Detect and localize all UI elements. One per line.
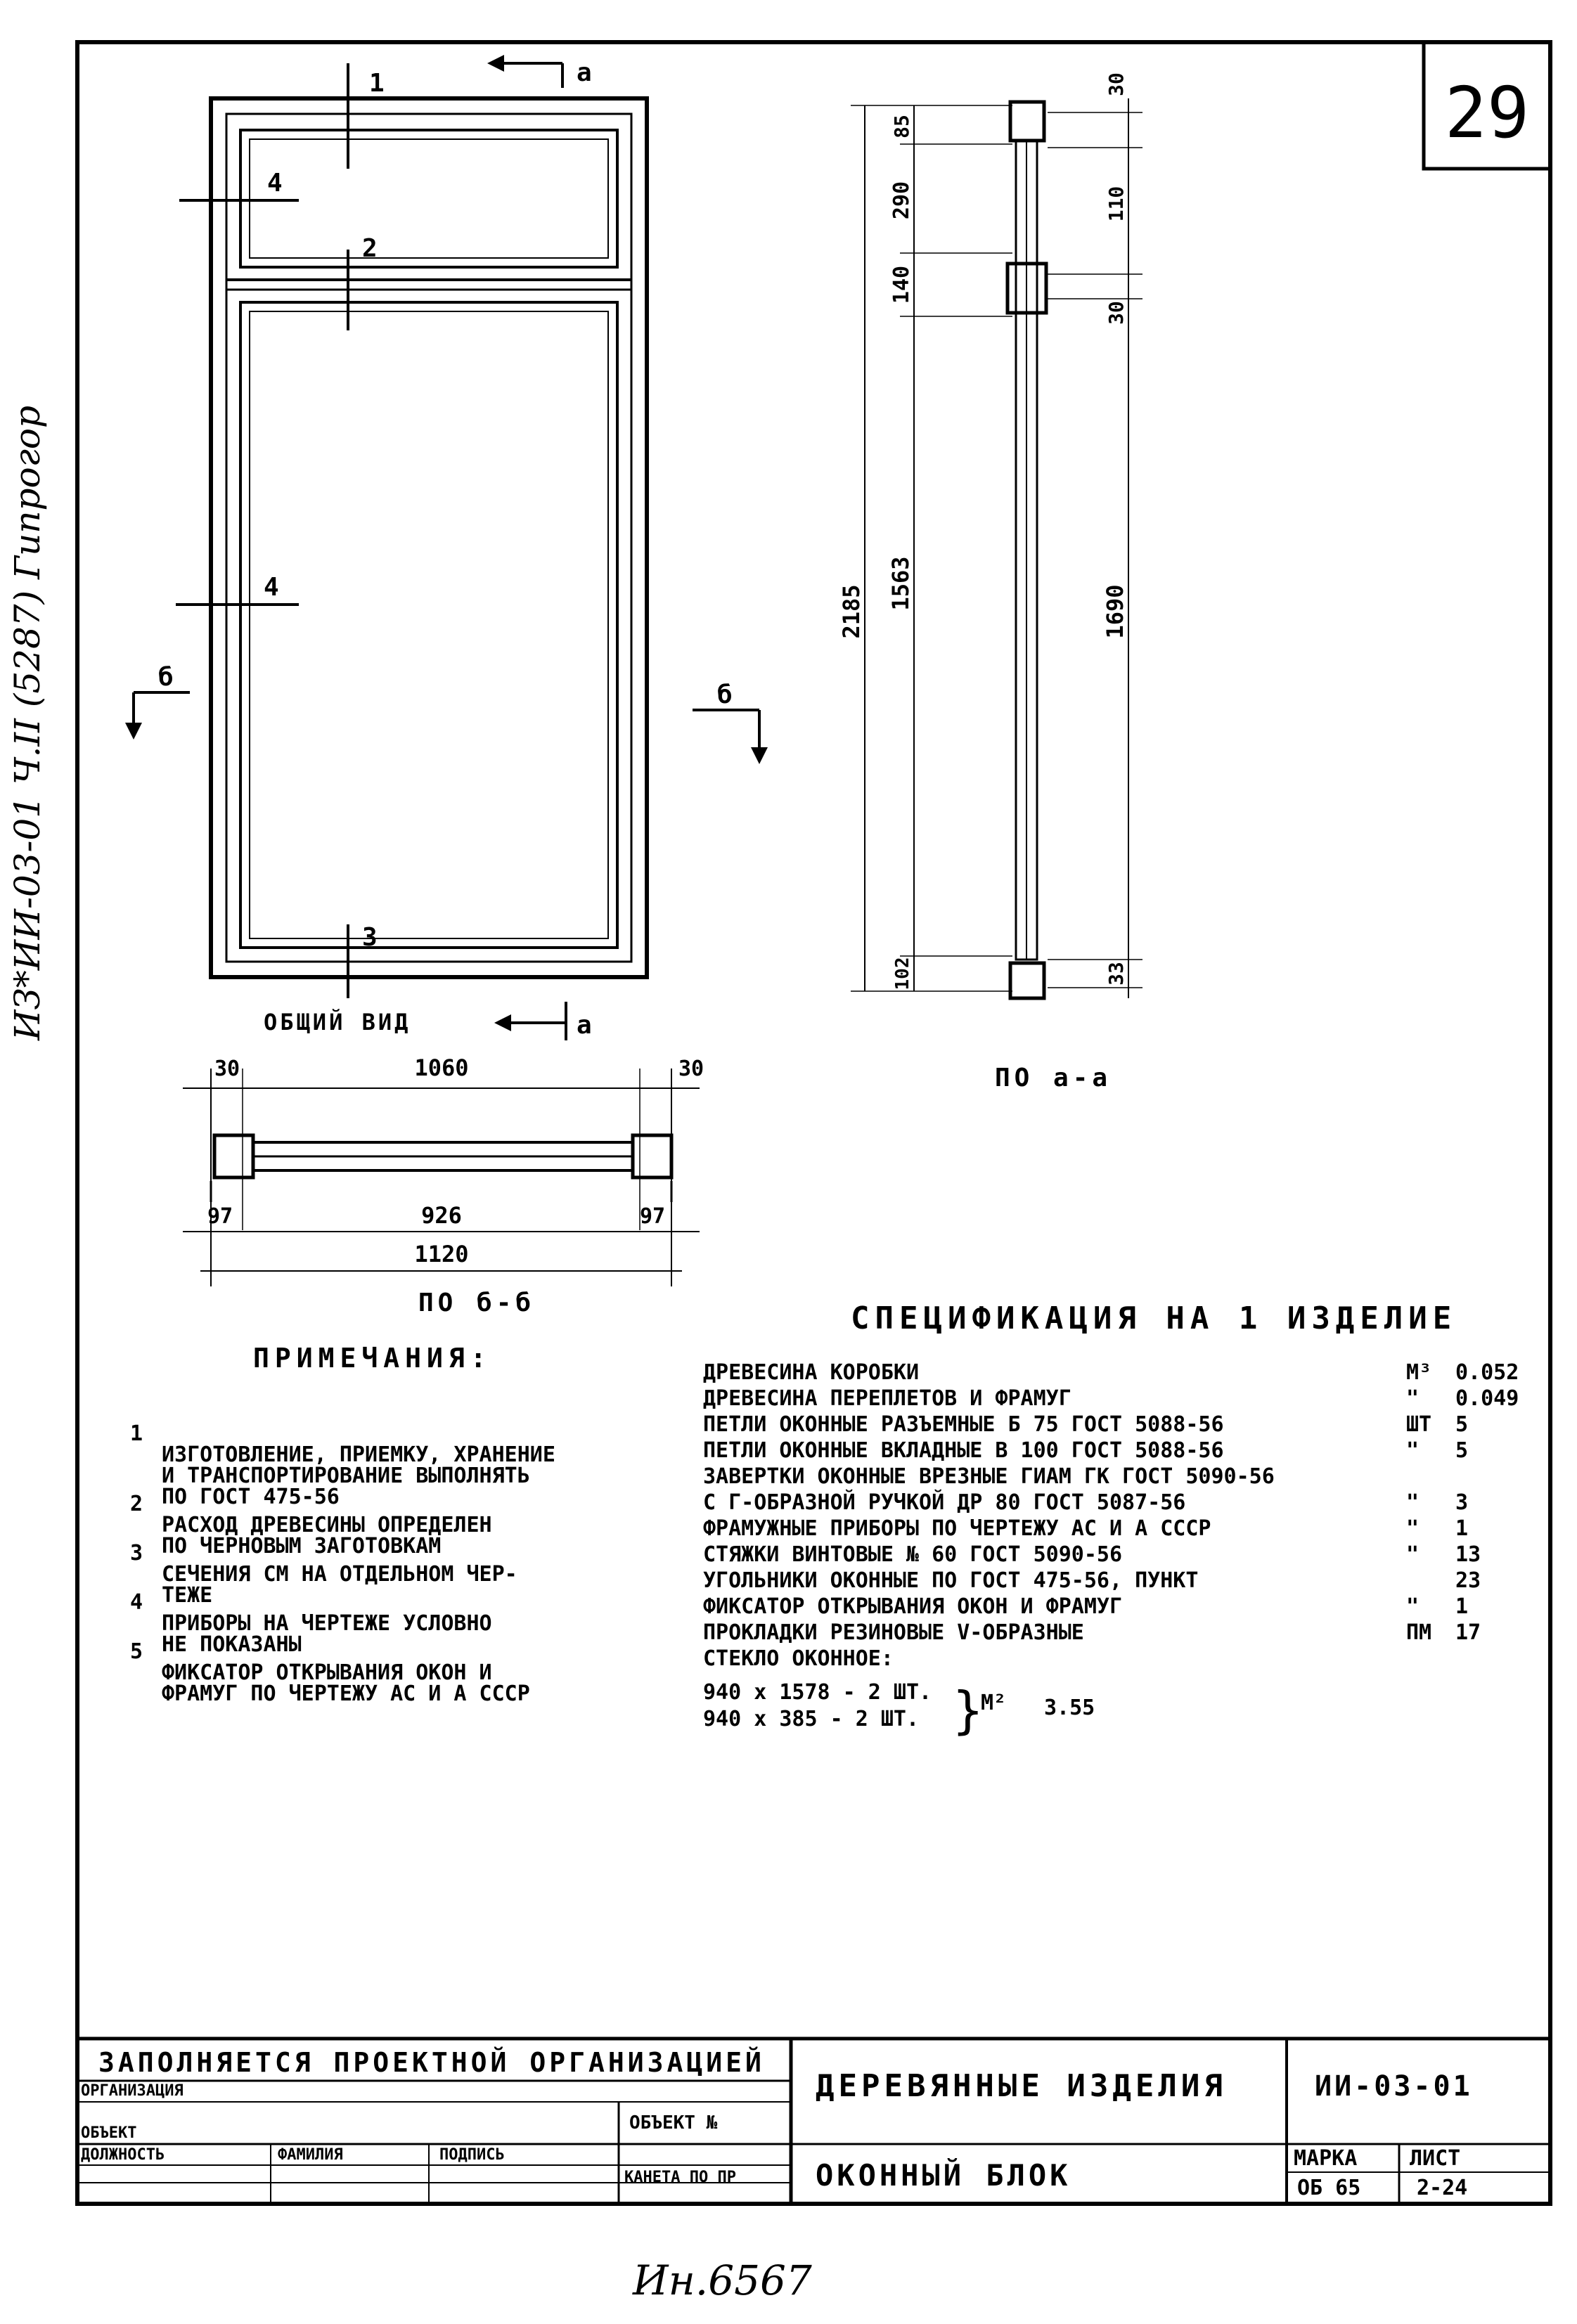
dim-right-5: 33 — [1105, 962, 1128, 986]
dim-left-4: 1563 — [887, 556, 914, 611]
note-text: ФИКСАТОР ОТКРЫВАНИЯ ОКОН И ФРАМУГ ПО ЧЕРТЕЖУ АС И А СССР — [162, 1660, 530, 1706]
note-number: 3 — [130, 1541, 143, 1566]
cut-label-1: 1 — [369, 69, 385, 98]
side-inscription: ИЗ*ИИ-03-01 Ч.II (5287) Гипрогор — [7, 406, 48, 1040]
dim-plan-top-mid: 1060 — [414, 1054, 469, 1081]
spec-row — [703, 1412, 1533, 1436]
spec-qty: 1 — [1455, 1594, 1469, 1619]
dim-left-3: 140 — [889, 265, 914, 304]
spec-row — [703, 1464, 1533, 1488]
spec-title: СПЕЦИФИКАЦИЯ НА 1 ИЗДЕЛИЕ — [851, 1300, 1457, 1336]
spec-row — [703, 1490, 1533, 1514]
spec-unit: М³ — [1406, 1360, 1432, 1385]
spec-qty: 1 — [1455, 1516, 1469, 1541]
section-bb-label: ПО б-б — [418, 1289, 536, 1317]
spec-unit: " — [1406, 1386, 1420, 1411]
spec-row — [703, 1646, 1533, 1670]
cut-label-4-mid: 4 — [264, 573, 279, 602]
spec-qty: 5 — [1455, 1412, 1469, 1437]
spec-qty: 0.052 — [1455, 1360, 1519, 1385]
tb-col-position: ДОЛЖНОСТЬ — [81, 2146, 165, 2164]
dim-plan-bottom-left: 97 — [207, 1204, 233, 1229]
spec-item: СТЕКЛО ОКОННОЕ: — [703, 1646, 894, 1671]
note-text: РАСХОД ДРЕВЕСИНЫ ОПРЕДЕЛЕН ПО ЧЕРНОВЫМ ЗАГОТОВКАМ — [162, 1513, 492, 1558]
cut-label-4-top: 4 — [267, 169, 283, 198]
spec-qty: 5 — [1455, 1438, 1469, 1463]
tb-object-cell: ОБЪЕКТ № — [629, 2112, 718, 2133]
spec-qty: 23 — [1455, 1568, 1481, 1593]
note-text: ИЗГОТОВЛЕНИЕ, ПРИЕМКУ, ХРАНЕНИЕ И ТРАНСПОРТИРОВАНИЕ ВЫПОЛНЯТЬ ПО ГОСТ 475-56 — [162, 1442, 555, 1509]
spec-unit: " — [1406, 1594, 1420, 1619]
note-number: 2 — [130, 1492, 143, 1516]
note-text: СЕЧЕНИЯ СМ НА ОТДЕЛЬНОМ ЧЕР- ТЕЖЕ — [162, 1562, 517, 1608]
note-text: ПРИБОРЫ НА ЧЕРТЕЖЕ УСЛОВНО НЕ ПОКАЗАНЫ — [162, 1611, 492, 1657]
spec-item: ФРАМУЖНЫЕ ПРИБОРЫ ПО ЧЕРТЕЖУ АС И А СССР — [703, 1516, 1211, 1541]
glass-total: 3.55 — [1044, 1696, 1095, 1720]
spec-item: ПЕТЛИ ОКОННЫЕ ВКЛАДНЫЕ В 100 ГОСТ 5088-56 — [703, 1438, 1224, 1463]
tb-organization: ОРГАНИЗАЦИЯ — [81, 2082, 184, 2100]
dim-plan-total: 1120 — [414, 1241, 469, 1267]
spec-item: С Г-ОБРАЗНОЙ РУЧКОЙ ДР 80 ГОСТ 5087-56 — [703, 1490, 1186, 1515]
spec-row — [703, 1620, 1533, 1644]
spec-item: ДРЕВЕСИНА КОРОБКИ — [703, 1360, 920, 1385]
spec-row — [703, 1360, 1533, 1384]
notes-title: ПРИМЕЧАНИЯ: — [253, 1343, 492, 1374]
spec-item: ПРОКЛАДКИ РЕЗИНОВЫЕ V-ОБРАЗНЫЕ — [703, 1620, 1084, 1645]
sheet-number: 29 — [1444, 72, 1530, 154]
dim-plan-bottom-right: 97 — [640, 1204, 666, 1229]
glass-line-2: 940 x 385 - 2 ШТ. — [703, 1707, 920, 1731]
spec-item: ФИКСАТОР ОТКРЫВАНИЯ ОКОН И ФРАМУГ — [703, 1594, 1123, 1619]
section-aa-view — [851, 98, 1142, 998]
note-number: 5 — [130, 1639, 143, 1664]
spec-row — [703, 1542, 1533, 1566]
tb-col-signature: ПОДПИСЬ — [439, 2146, 505, 2164]
spec-row — [703, 1568, 1533, 1592]
dim-plan-top-right: 30 — [678, 1057, 704, 1081]
tb-col-surname: ФАМИЛИЯ — [278, 2146, 343, 2164]
tb-item-name: ОКОННЫЙ БЛОК — [816, 2158, 1071, 2193]
glass-brace: } — [953, 1681, 984, 1740]
section-marker-b-left: б — [158, 663, 174, 692]
spec-qty: 13 — [1455, 1542, 1481, 1567]
section-marker-a-top: а — [577, 58, 592, 87]
tb-title: ДЕРЕВЯННЫЕ ИЗДЕЛИЯ — [816, 2068, 1227, 2104]
tb-sheet-label: ЛИСТ — [1410, 2146, 1461, 2171]
tb-sheet-value: 2-24 — [1417, 2176, 1468, 2200]
dim-plan-top-left: 30 — [214, 1057, 240, 1081]
spec-row — [703, 1438, 1533, 1462]
tb-object: ОБЪЕКТ — [81, 2124, 137, 2142]
dim-plan-bottom-mid: 926 — [421, 1202, 462, 1229]
spec-row — [703, 1594, 1533, 1618]
spec-qty: 0.049 — [1455, 1386, 1519, 1411]
tb-code: ИИ-03-01 — [1315, 2070, 1473, 2103]
tb-mark-value: ОБ 65 — [1297, 2176, 1361, 2200]
dim-left-2: 290 — [889, 181, 914, 220]
sheet-frame — [77, 42, 1550, 2204]
spec-qty: 17 — [1455, 1620, 1481, 1645]
spec-item: УГОЛЬНИКИ ОКОННЫЕ ПО ГОСТ 475-56, ПУНКТ — [703, 1568, 1199, 1593]
tb-fill-note: ЗАПОЛНЯЕТСЯ ПРОЕКТНОЙ ОРГАНИЗАЦИЕЙ — [98, 2047, 765, 2078]
dim-right-4: 1690 — [1102, 584, 1128, 639]
spec-unit: " — [1406, 1438, 1420, 1463]
glass-unit: М² — [981, 1691, 1007, 1715]
spec-qty: 3 — [1455, 1490, 1469, 1515]
spec-row — [703, 1516, 1533, 1540]
cut-label-3: 3 — [362, 923, 378, 952]
spec-unit: ПМ — [1406, 1620, 1432, 1645]
spec-item: СТЯЖКИ ВИНТОВЫЕ № 60 ГОСТ 5090-56 — [703, 1542, 1123, 1567]
dim-left-5: 102 — [892, 957, 913, 990]
spec-unit: " — [1406, 1542, 1420, 1567]
dim-right-1: 30 — [1105, 72, 1128, 96]
tb-mark-label: МАРКА — [1294, 2146, 1358, 2171]
dim-right-2: 110 — [1105, 186, 1128, 222]
section-aa-label: ПО а-а — [995, 1064, 1112, 1092]
spec-row — [703, 1386, 1533, 1410]
glass-line-1: 940 x 1578 - 2 ШТ. — [703, 1680, 932, 1705]
spec-unit: ШТ — [1406, 1412, 1432, 1437]
note-number: 4 — [130, 1590, 143, 1615]
cut-label-2: 2 — [362, 234, 378, 263]
inventory-number: Ин.6567 — [633, 2257, 812, 2304]
section-marker-b-right: б — [717, 680, 733, 709]
spec-item: ЗАВЕРТКИ ОКОННЫЕ ВРЕЗНЫЕ ГИАМ ГК ГОСТ 5090-56 — [703, 1464, 1275, 1489]
spec-item: ПЕТЛИ ОКОННЫЕ РАЗЪЕМНЫЕ Б 75 ГОСТ 5088-56 — [703, 1412, 1224, 1437]
spec-unit: " — [1406, 1516, 1420, 1541]
dim-right-3: 30 — [1105, 301, 1128, 325]
note-number: 1 — [130, 1421, 143, 1446]
dim-height-total: 2185 — [838, 584, 865, 639]
dim-left-1: 85 — [890, 115, 913, 138]
tb-col-kaneta: КАНЕТА ПО ПР — [624, 2169, 736, 2186]
spec-unit: " — [1406, 1490, 1420, 1515]
section-marker-a-bottom: а — [577, 1011, 592, 1040]
general-view-label: ОБЩИЙ ВИД — [264, 1009, 411, 1035]
spec-item: ДРЕВЕСИНА ПЕРЕПЛЕТОВ И ФРАМУГ — [703, 1386, 1071, 1411]
general-view — [134, 63, 759, 1040]
